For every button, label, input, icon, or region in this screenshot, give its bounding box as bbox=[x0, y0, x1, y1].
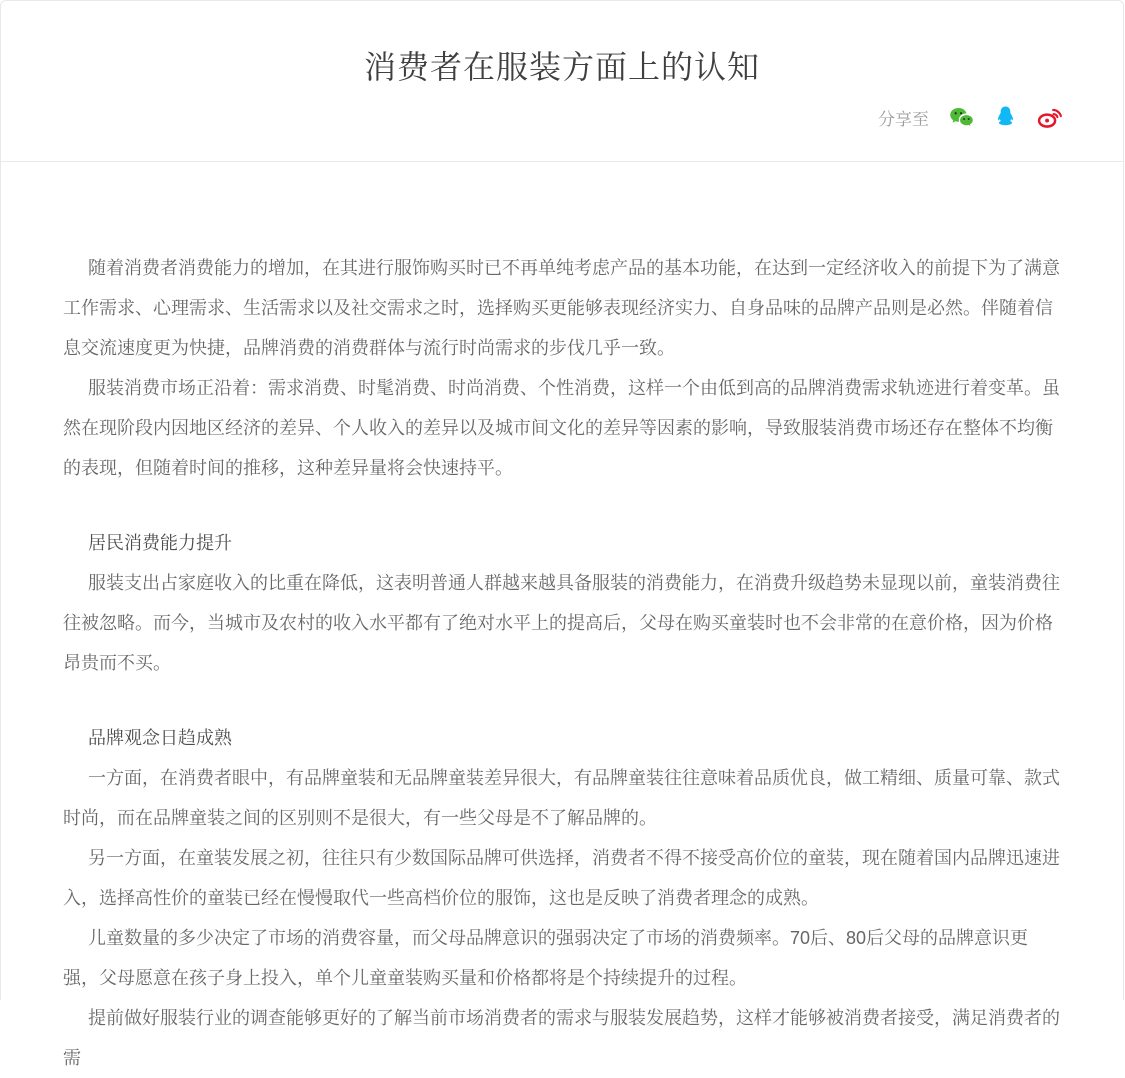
paragraph-section2-4: 提前做好服装行业的调查能够更好的了解当前市场消费者的需求与服装发展趋势，这样才能够被消费者接受，满足消费者的需 bbox=[63, 1008, 1060, 1068]
section-heading-brand-awareness: 品牌观念日趋成熟 bbox=[88, 728, 232, 748]
share-weibo-button[interactable] bbox=[1036, 104, 1063, 131]
page-title: 消费者在服装方面上的认知 bbox=[363, 49, 760, 85]
share-bar bbox=[1, 103, 1123, 131]
share-wechat-button[interactable] bbox=[948, 104, 975, 131]
qq-icon bbox=[992, 104, 1019, 131]
paragraph-intro-2: 服装消费市场正沿着：需求消费、时髦消费、时尚消费、个性消费，这样一个由低到高的品牌消费需求轨迹进行着变革。虽然在现阶段内因地区经济的差异、个人收入的差异以及城市间文化的差异等因素的影响，导致服装消费市场还存在整体不均衡的表现，但随着时间的推移，这种差异量将会快速持平。 bbox=[63, 378, 1060, 478]
paragraph-section2-3: 儿童数量的多少决定了市场的消费容量，而父母品牌意识的强弱决定了市场的消费频率。70后、80后父母的品牌意识更强，父母愿意在孩子身上投入，单个儿童童装购买量和价格都将是个持续提升的过程。 bbox=[63, 928, 1029, 988]
share-label: 分享至 bbox=[878, 109, 929, 129]
article-body bbox=[1, 162, 1123, 1078]
wechat-icon bbox=[948, 104, 975, 131]
article-header bbox=[1, 1, 1123, 162]
paragraph-section2-2: 另一方面，在童装发展之初，往往只有少数国际品牌可供选择，消费者不得不接受高价位的童装，现在随着国内品牌迅速进入，选择高性价的童装已经在慢慢取代一些高档价位的服饰，这也是反映了消费者理念的成熟。 bbox=[63, 848, 1060, 908]
weibo-icon bbox=[1036, 104, 1063, 131]
paragraph-intro-1: 随着消费者消费能力的增加，在其进行服饰购买时已不再单纯考虑产品的基本功能，在达到一定经济收入的前提下为了满意工作需求、心理需求、生活需求以及社交需求之时，选择购买更能够表现经济实力、自身品味的品牌产品则是必然。伴随着信息交流速度更为快捷，品牌消费的消费群体与流行时尚需求的步伐几乎一致。 bbox=[63, 258, 1060, 358]
share-qq-button[interactable] bbox=[992, 104, 1019, 131]
paragraph-section2-1: 一方面，在消费者眼中，有品牌童装和无品牌童装差异很大，有品牌童装往往意味着品质优良，做工精细、质量可靠、款式时尚，而在品牌童装之间的区别则不是很大，有一些父母是不了解品牌的。 bbox=[63, 768, 1060, 828]
paragraph-section1-1: 服装支出占家庭收入的比重在降低，这表明普通人群越来越具备服装的消费能力，在消费升级趋势未显现以前，童装消费往往被忽略。而今，当城市及农村的收入水平都有了绝对水平上的提高后，父母在购买童装时也不会非常的在意价格，因为价格昂贵而不买。 bbox=[63, 573, 1060, 673]
section-heading-consumption-power: 居民消费能力提升 bbox=[88, 533, 232, 553]
